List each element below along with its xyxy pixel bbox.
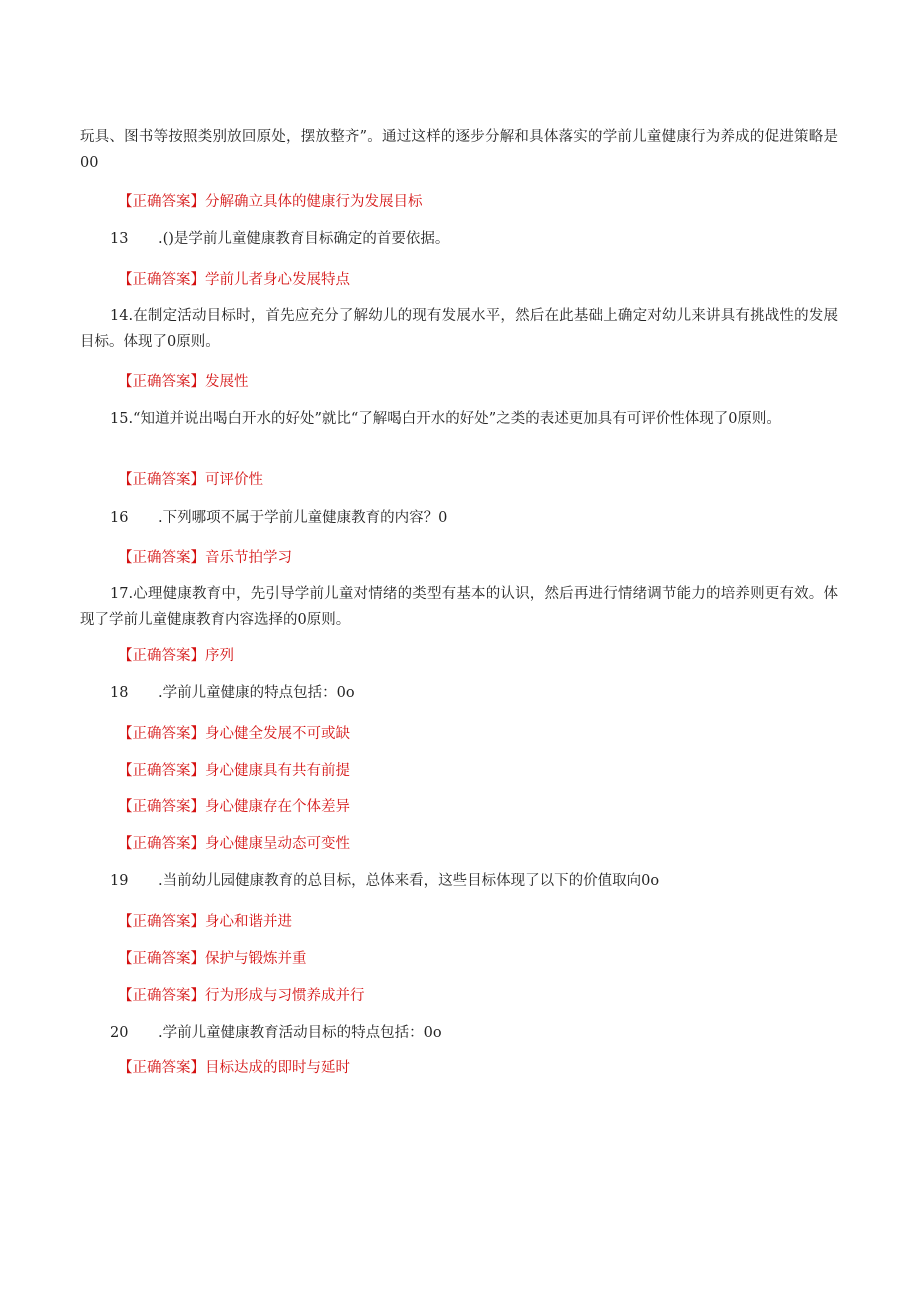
answer-13: 【正确答案】学前儿者身心发展特点	[118, 272, 350, 288]
question-15	[80, 406, 838, 432]
answer-20: 【正确答案】目标达成的即时与延时	[118, 1060, 350, 1076]
question-text: .当前幼儿园健康教育的总目标，总体来看，这些目标体现了以下的价值取向0o	[158, 873, 660, 889]
question-text: .()是学前儿童健康教育目标确定的首要依据。	[158, 231, 450, 247]
answer-16: 【正确答案】音乐节拍学习	[118, 550, 292, 566]
answer-18-1: 【正确答案】身心健全发展不可或缺	[118, 726, 350, 742]
answer-12: 【正确答案】分解确立具体的健康行为发展目标	[118, 194, 423, 210]
question-number: 17	[110, 586, 129, 602]
question-text: .在制定活动目标时，首先应充分了解幼儿的现有发展水平，然后在此基础上确定对幼儿来讲具有挑战性的发展目标。体现了0原则。	[80, 308, 838, 350]
question-number: 20	[110, 1025, 129, 1041]
question-12-continuation	[80, 124, 838, 176]
question-number: 18	[110, 685, 129, 701]
question-number: 13	[110, 231, 129, 247]
answer-18-4: 【正确答案】身心健康呈动态可变性	[118, 836, 350, 852]
question-13	[80, 226, 838, 252]
question-text: .下列哪项不属于学前儿童健康教育的内容？0	[158, 510, 448, 526]
question-19	[80, 868, 838, 894]
question-number: 19	[110, 873, 129, 889]
question-text: .学前儿童健康教育活动目标的特点包括：0o	[158, 1025, 442, 1041]
question-14	[80, 303, 838, 355]
answer-18-3: 【正确答案】身心健康存在个体差异	[118, 799, 350, 815]
answer-19-2: 【正确答案】保护与锻炼并重	[118, 951, 307, 967]
question-text: .学前儿童健康的特点包括：0o	[158, 685, 355, 701]
question-20	[80, 1020, 838, 1046]
question-number: 15	[110, 411, 129, 427]
answer-14: 【正确答案】发展性	[118, 374, 249, 390]
question-text: 玩具、图书等按照类别放回原处，摆放整齐”。通过这样的逐步分解和具体落实的学前儿童健康行为养成的促进策略是00	[80, 129, 838, 171]
question-number: 14	[110, 308, 129, 324]
question-17	[80, 581, 838, 633]
question-text: .“知道并说出喝白开水的好处”就比“了解喝白开水的好处”之类的表述更加具有可评价性体现了0原则。	[128, 411, 781, 427]
answer-17: 【正确答案】序列	[118, 648, 234, 664]
question-18	[80, 680, 838, 706]
question-16	[80, 505, 838, 531]
question-number: 16	[110, 510, 129, 526]
question-text: .心理健康教育中，先引导学前儿童对情绪的类型有基本的认识，然后再进行情绪调节能力的培养则更有效。体现了学前儿童健康教育内容选择的0原则。	[80, 586, 838, 628]
answer-15: 【正确答案】可评价性	[118, 472, 263, 488]
answer-19-3: 【正确答案】行为形成与习惯养成并行	[118, 988, 365, 1004]
answer-19-1: 【正确答案】身心和谐并进	[118, 914, 292, 930]
answer-18-2: 【正确答案】身心健康具有共有前提	[118, 763, 350, 779]
